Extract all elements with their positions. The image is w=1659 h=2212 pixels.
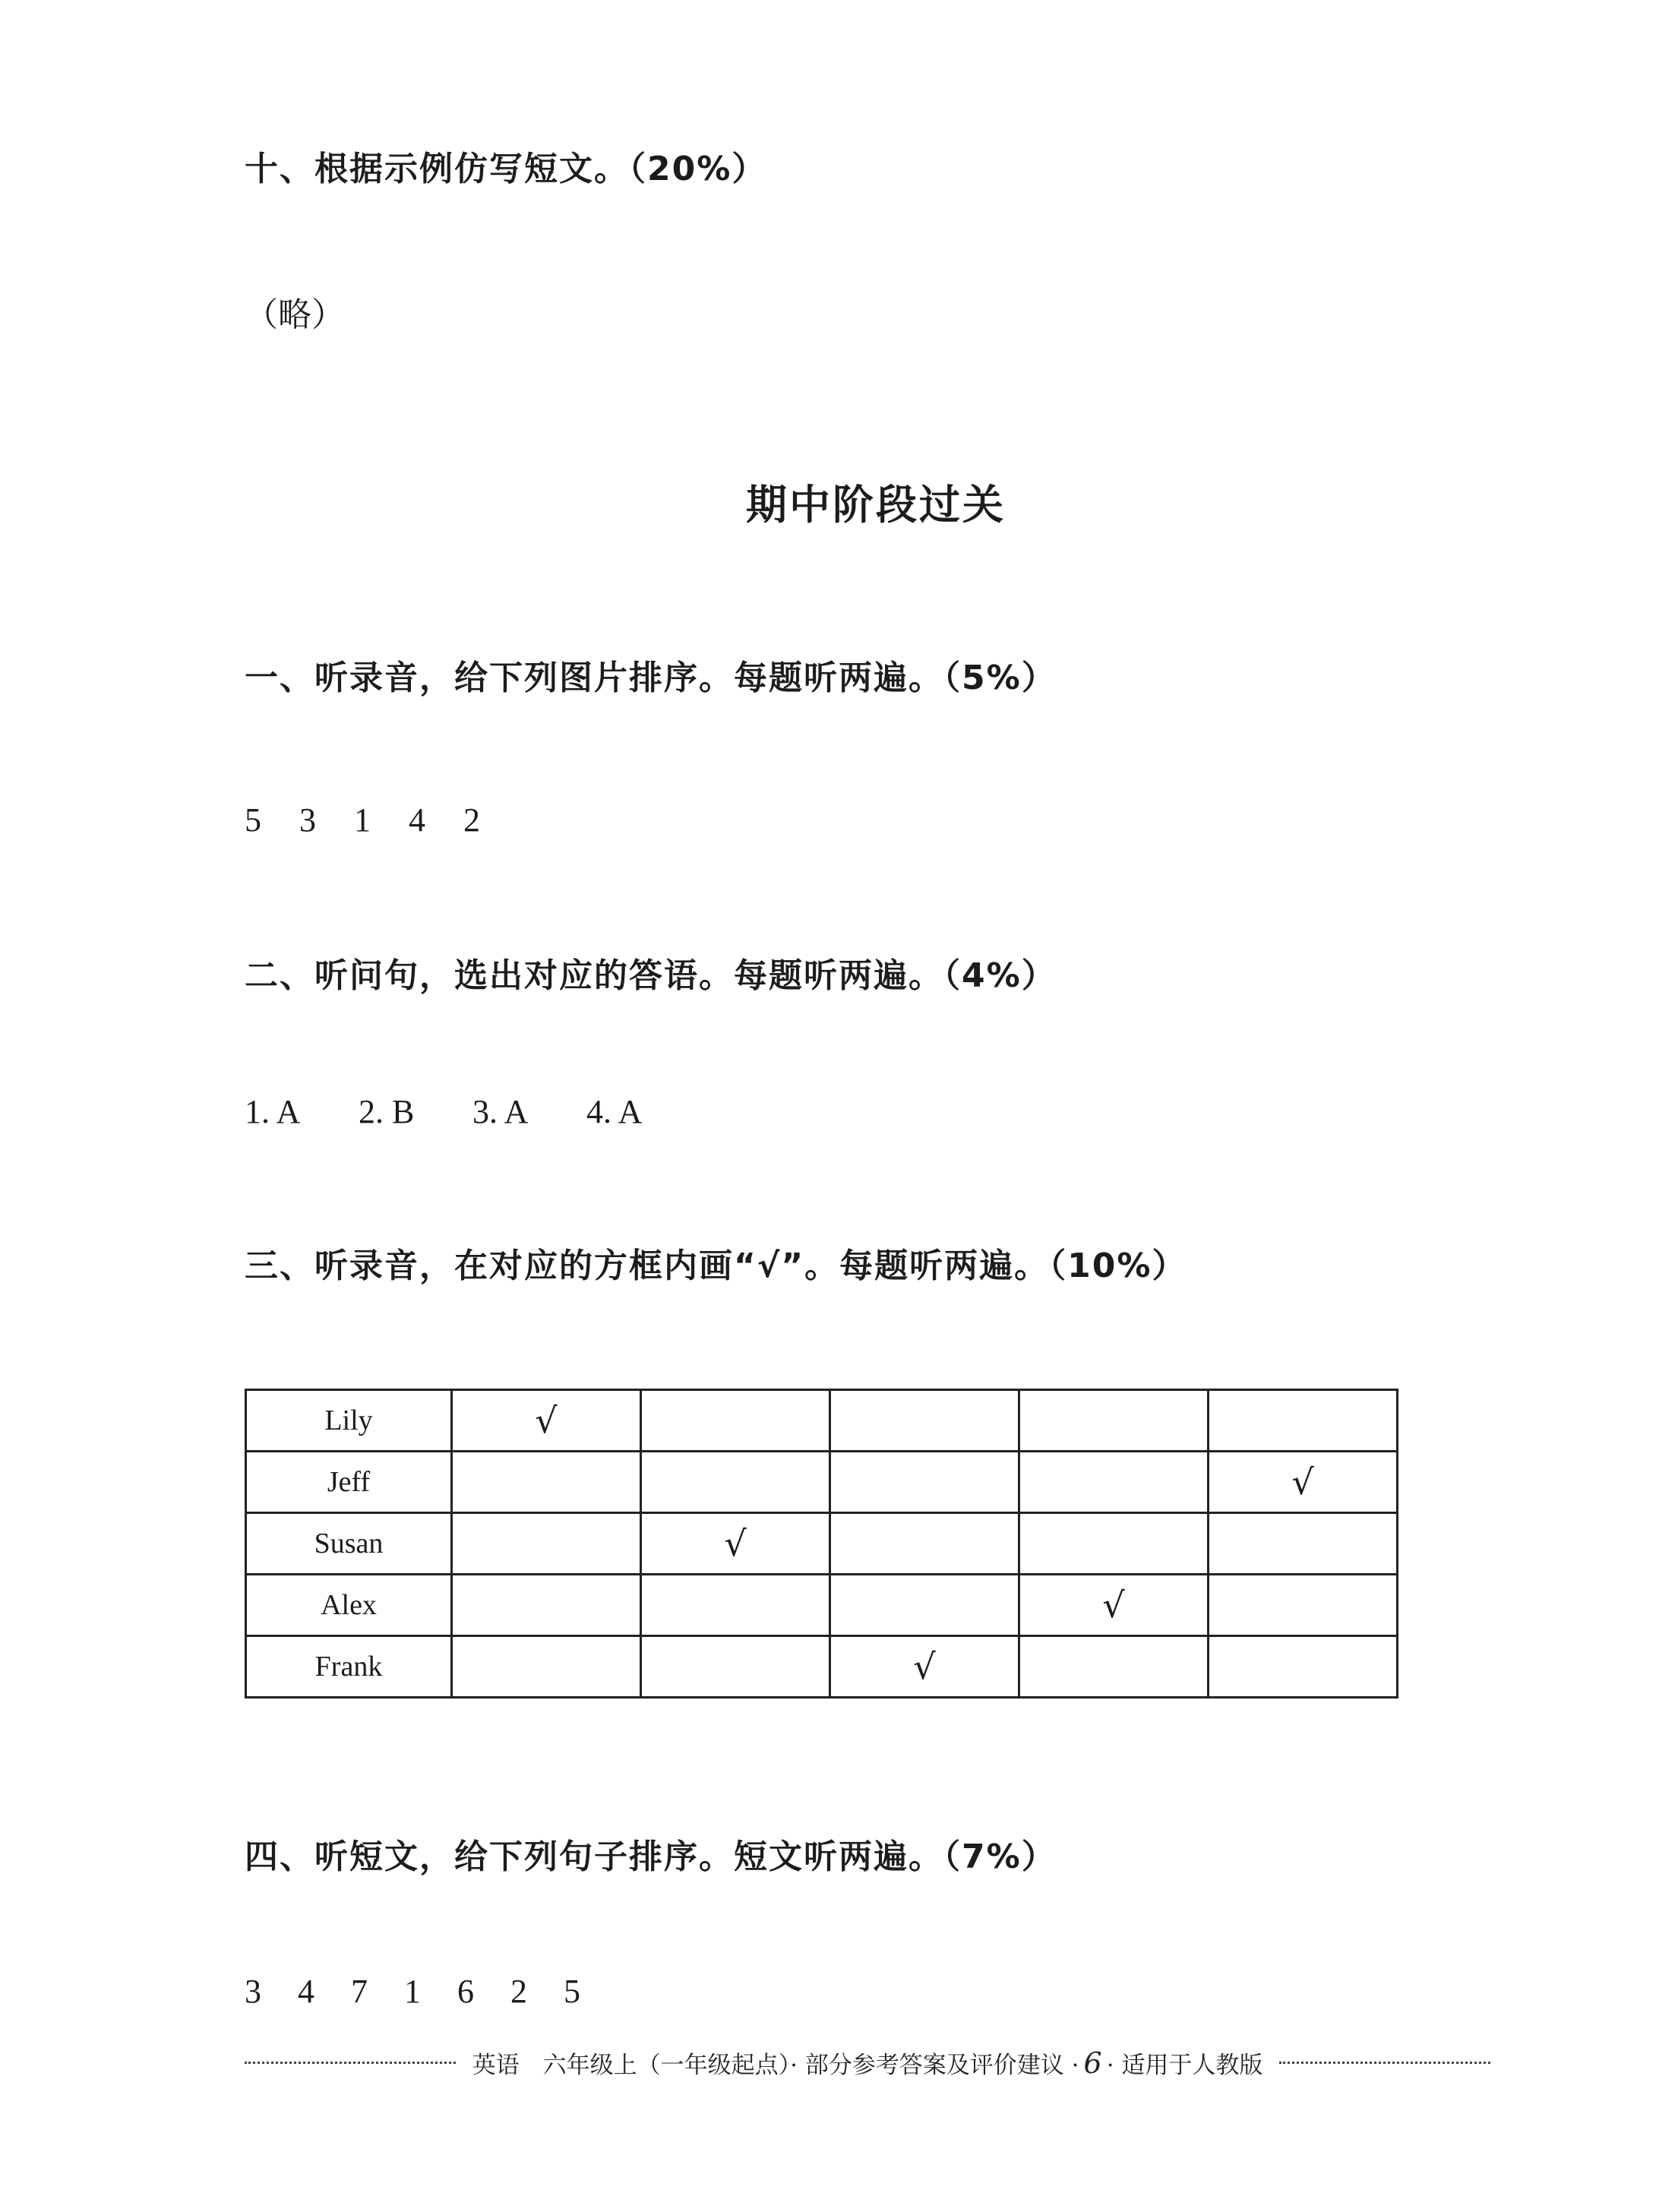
footer-dotted-rule <box>1279 2062 1490 2064</box>
table-cell: √ <box>641 1513 830 1575</box>
q1-heading: 一、听录音，给下列图片排序。每题听两遍。（5%） <box>245 659 1057 697</box>
q2-answer: 3. A <box>472 1093 529 1130</box>
page-number: 6 <box>1083 2046 1102 2080</box>
q1-answer: 5 <box>245 801 261 839</box>
q4-answers <box>245 1972 580 2011</box>
table-cell <box>452 1513 641 1575</box>
section-10-answer: （略） <box>245 295 345 334</box>
q4-answer: 2 <box>510 1973 527 2010</box>
q4-answer: 1 <box>404 1973 421 2010</box>
table-cell <box>830 1513 1019 1575</box>
q3-heading: 三、听录音，在对应的方框内画“√”。每题听两遍。（10%） <box>245 1247 1187 1285</box>
table-cell <box>1019 1513 1209 1575</box>
q1-answers <box>245 801 480 839</box>
table-cell <box>641 1636 830 1698</box>
q4-answer: 7 <box>351 1973 368 2010</box>
q4-answer: 3 <box>245 1973 261 2010</box>
table-row <box>246 1513 1398 1575</box>
table-cell <box>452 1452 641 1513</box>
table-cell <box>641 1575 830 1636</box>
table-cell <box>1209 1636 1398 1698</box>
table-row <box>246 1390 1398 1452</box>
footer-text <box>456 2046 1280 2080</box>
table-cell: √ <box>830 1636 1019 1698</box>
table-cell <box>452 1575 641 1636</box>
q2-answer: 4. A <box>586 1093 643 1130</box>
table-cell <box>1019 1636 1209 1698</box>
q4-answer: 4 <box>298 1973 314 2010</box>
table-cell: √ <box>452 1390 641 1452</box>
table-cell <box>830 1452 1019 1513</box>
footer-left: 英语 六年级上（一年级起点）· 部分参考答案及评价建议 · <box>472 2052 1079 2079</box>
table-row <box>246 1452 1398 1513</box>
q2-answers <box>245 1092 642 1131</box>
q2-answer: 1. A <box>245 1093 301 1130</box>
footer-right: · 适用于人教版 <box>1106 2052 1263 2079</box>
row-name: Lily <box>246 1390 452 1452</box>
table-cell: √ <box>1209 1452 1398 1513</box>
q1-answer: 2 <box>463 801 480 839</box>
table-cell <box>641 1452 830 1513</box>
q1-answer: 4 <box>409 801 425 839</box>
q1-answer: 3 <box>299 801 316 839</box>
q2-answer: 2. B <box>359 1093 415 1130</box>
table-cell <box>1209 1575 1398 1636</box>
table-cell <box>830 1390 1019 1452</box>
table-cell <box>830 1575 1019 1636</box>
table-cell <box>1209 1390 1398 1452</box>
q4-heading: 四、听短文，给下列句子排序。短文听两遍。（7%） <box>245 1838 1057 1876</box>
table-row <box>246 1636 1398 1698</box>
page-footer <box>245 2046 1490 2080</box>
row-name: Alex <box>246 1575 452 1636</box>
table-cell <box>1209 1513 1398 1575</box>
q2-heading: 二、听问句，选出对应的答语。每题听两遍。（4%） <box>245 956 1057 995</box>
footer-dotted-rule <box>245 2062 456 2064</box>
table-cell: √ <box>1019 1575 1209 1636</box>
q3-answer-table <box>245 1389 1398 1698</box>
q4-answer: 5 <box>564 1973 580 2010</box>
table-cell <box>1019 1452 1209 1513</box>
row-name: Susan <box>246 1513 452 1575</box>
row-name: Frank <box>246 1636 452 1698</box>
row-name: Jeff <box>246 1452 452 1513</box>
table-row <box>246 1575 1398 1636</box>
table-cell <box>1019 1390 1209 1452</box>
page-title: 期中阶段过关 <box>746 481 1006 529</box>
q4-answer: 6 <box>457 1973 474 2010</box>
table-cell <box>641 1390 830 1452</box>
section-10-heading: 十、根据示例仿写短文。（20%） <box>245 150 767 188</box>
table-cell <box>452 1636 641 1698</box>
q1-answer: 1 <box>354 801 371 839</box>
